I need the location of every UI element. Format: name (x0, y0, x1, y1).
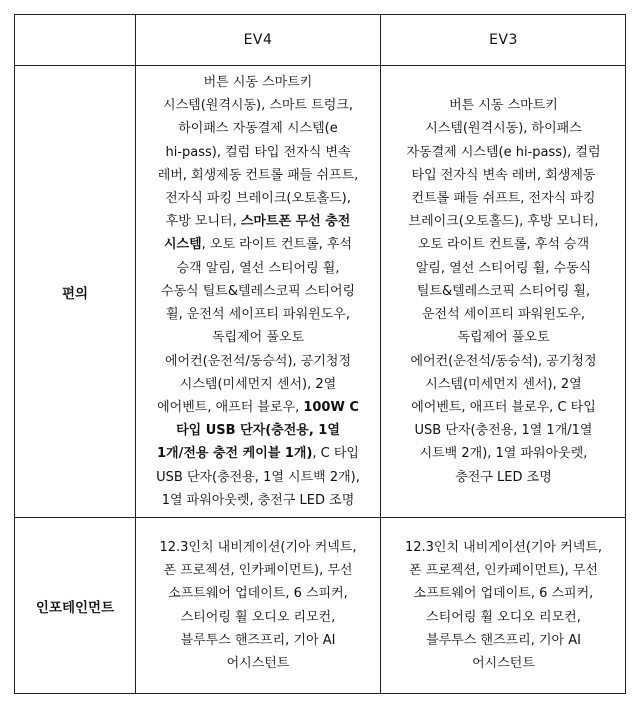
text-line (156, 94, 360, 117)
header-ev3: EV3 (489, 32, 518, 48)
bold-text-segment: 스마트폰 무선 충전 (240, 214, 351, 230)
text-segment: 어시스턴트 (472, 655, 535, 671)
infotainment-ev4-cell (136, 518, 380, 693)
text-segment: 오토 라이트 컨트롤, 후석 승객 (417, 237, 590, 253)
text-line (405, 582, 602, 605)
text-segment: hi-pass), 컬럼 타입 전자식 변속 (165, 144, 351, 160)
text-segment: 승객 알림, 열선 스티어링 휠, (176, 260, 340, 276)
text-line (156, 233, 360, 256)
text-segment: 소프트웨어 업데이트, 6 스피커, (168, 586, 348, 602)
text-segment: 후방 모니터, (165, 214, 241, 230)
text-line (405, 629, 602, 652)
header-ev4: EV4 (243, 32, 273, 48)
text-segment: 시스템(미세먼지 센서), 2열 (179, 376, 337, 392)
text-segment: 소프트웨어 업데이트, 6 스피커, (413, 586, 594, 602)
text-line (159, 629, 356, 652)
text-segment: 충전구 LED 조명 (455, 469, 552, 485)
bold-text-segment: 1개/전용 충전 케이블 1개) (157, 446, 313, 462)
text-line (407, 210, 601, 233)
text-segment: 시트백 2개), 1열 파워아웃렛, (419, 446, 588, 462)
text-line (156, 257, 360, 280)
text-segment: 블루투스 핸즈프리, 기아 AI (180, 632, 336, 648)
text-segment: USB 단자(충전용, 1열 시트백 2개), (156, 469, 360, 485)
row-label-infotainment: 인포테인먼트 (35, 599, 115, 616)
text-segment: 자동결제 시스템(e hi-pass), 컬럼 (406, 144, 601, 160)
text-line (407, 303, 601, 326)
text-segment: 휠, 운전석 세이프티 파워윈도우, (166, 307, 350, 323)
text-line (159, 582, 356, 605)
text-segment: 하이패스 자동결제 시스템(e (178, 121, 338, 137)
text-line (159, 606, 356, 629)
text-line (156, 489, 360, 512)
text-segment: 스티어링 휠 오디오 리모컨, (180, 609, 336, 625)
text-segment: 시스템(원격시동), 하이패스 (425, 121, 582, 137)
text-segment: 알림, 열선 스티어링 휠, 수동식 (415, 260, 592, 276)
text-segment: 틸트&텔레스코픽 스티어링 휠, (416, 283, 591, 299)
text-line (407, 350, 601, 373)
text-line (156, 71, 360, 94)
text-line (159, 652, 356, 675)
infotainment-ev3-cell (381, 518, 626, 693)
text-segment: 시스템(원격시동), 스마트 트렁크, (163, 98, 353, 114)
text-line (405, 559, 602, 582)
row-label-convenience: 편의 (61, 285, 89, 302)
header-blank-cell (15, 15, 135, 65)
text-segment: 브레이크(오토홀드), 후방 모니터, (408, 214, 599, 230)
text-line (159, 536, 356, 559)
text-segment: 시스템(미세먼지 센서), 2열 (425, 376, 582, 392)
text-segment: 에어컨(운전석/동승석), 공기청정 (164, 353, 352, 369)
text-line (156, 373, 360, 396)
text-segment: 스티어링 휠 오디오 리모컨, (426, 609, 581, 625)
text-line (156, 442, 360, 465)
text-line (156, 419, 360, 442)
text-line (156, 187, 360, 210)
text-line (407, 326, 601, 349)
text-line (156, 117, 360, 140)
text-line (156, 303, 360, 326)
text-segment: 에어벤트, 애프터 블로우, C 타입 (411, 399, 596, 415)
text-line (407, 419, 601, 442)
text-line (407, 117, 601, 140)
text-segment: 독립제어 풀오토 (457, 330, 550, 346)
text-segment: 에어컨(운전석/동승석), 공기청정 (410, 353, 597, 369)
text-segment: 12.3인치 내비게이션(기아 커넥트, (159, 539, 357, 555)
text-line (405, 536, 602, 559)
convenience-ev3-cell (381, 66, 626, 517)
text-line (407, 373, 601, 396)
text-segment: 12.3인치 내비게이션(기아 커넥트, (404, 539, 603, 555)
bold-text-segment: 시스템 (163, 237, 202, 253)
text-segment: , 오토 라이트 컨트롤, 후석 (201, 237, 353, 253)
bold-text-segment: 타입 USB 단자(충전용, 1열 (176, 423, 340, 439)
text-segment: 독립제어 풀오토 (211, 330, 305, 346)
text-segment: 레버, 회생제동 컨트롤 패들 쉬프트, (157, 167, 359, 183)
text-segment: 운전석 세이프티 파워윈도우, (421, 307, 586, 323)
text-segment: 전자식 파킹 브레이크(오토홀드), (165, 191, 351, 207)
text-segment: 1열 파워아웃렛, 충전구 LED 조명 (161, 492, 355, 508)
text-line (407, 466, 601, 489)
text-segment: 수동식 틸트&텔레스코픽 스티어링 (160, 283, 356, 299)
text-line (407, 396, 601, 419)
text-line (407, 442, 601, 465)
text-segment: 어시스턴트 (226, 655, 290, 671)
text-line (407, 257, 601, 280)
bold-text-segment: 100W C (303, 399, 359, 415)
text-line (156, 164, 360, 187)
text-line (159, 559, 356, 582)
text-line (156, 280, 360, 303)
text-line (156, 466, 360, 489)
convenience-ev4-text (156, 71, 360, 512)
text-segment: 블루투스 핸즈프리, 기아 AI (426, 632, 581, 648)
text-line (156, 326, 360, 349)
text-segment: 컨트롤 패들 쉬프트, 전자식 파킹 (411, 191, 596, 207)
text-segment: 버튼 시동 스마트키 (449, 98, 558, 114)
infotainment-ev3-text (405, 536, 602, 675)
text-segment: , C 타입 (312, 446, 359, 462)
text-line (407, 141, 601, 164)
text-line (407, 187, 601, 210)
text-segment: 에어벤트, 애프터 블로우, (157, 399, 304, 415)
convenience-ev3-text (407, 94, 601, 488)
text-line (156, 141, 360, 164)
convenience-ev4-cell (136, 66, 380, 517)
text-line (407, 233, 601, 256)
text-segment: 버튼 시동 스마트키 (203, 75, 313, 91)
text-segment: 폰 프로젝션, 인카페이먼트), 무선 (163, 563, 353, 579)
text-line (405, 606, 602, 629)
text-line (407, 280, 601, 303)
text-line (407, 94, 601, 117)
text-line (156, 350, 360, 373)
text-line (156, 396, 360, 419)
spec-comparison-table (14, 14, 626, 694)
text-line (405, 652, 602, 675)
text-segment: 타입 전자식 변속 레버, 회생제동 (411, 167, 596, 183)
text-line (407, 164, 601, 187)
text-segment: USB 단자(충전용, 1열 1개/1열 (414, 423, 593, 439)
text-segment: 폰 프로젝션, 인카페이먼트), 무선 (409, 563, 598, 579)
text-line (156, 210, 360, 233)
infotainment-ev4-text (159, 536, 356, 675)
